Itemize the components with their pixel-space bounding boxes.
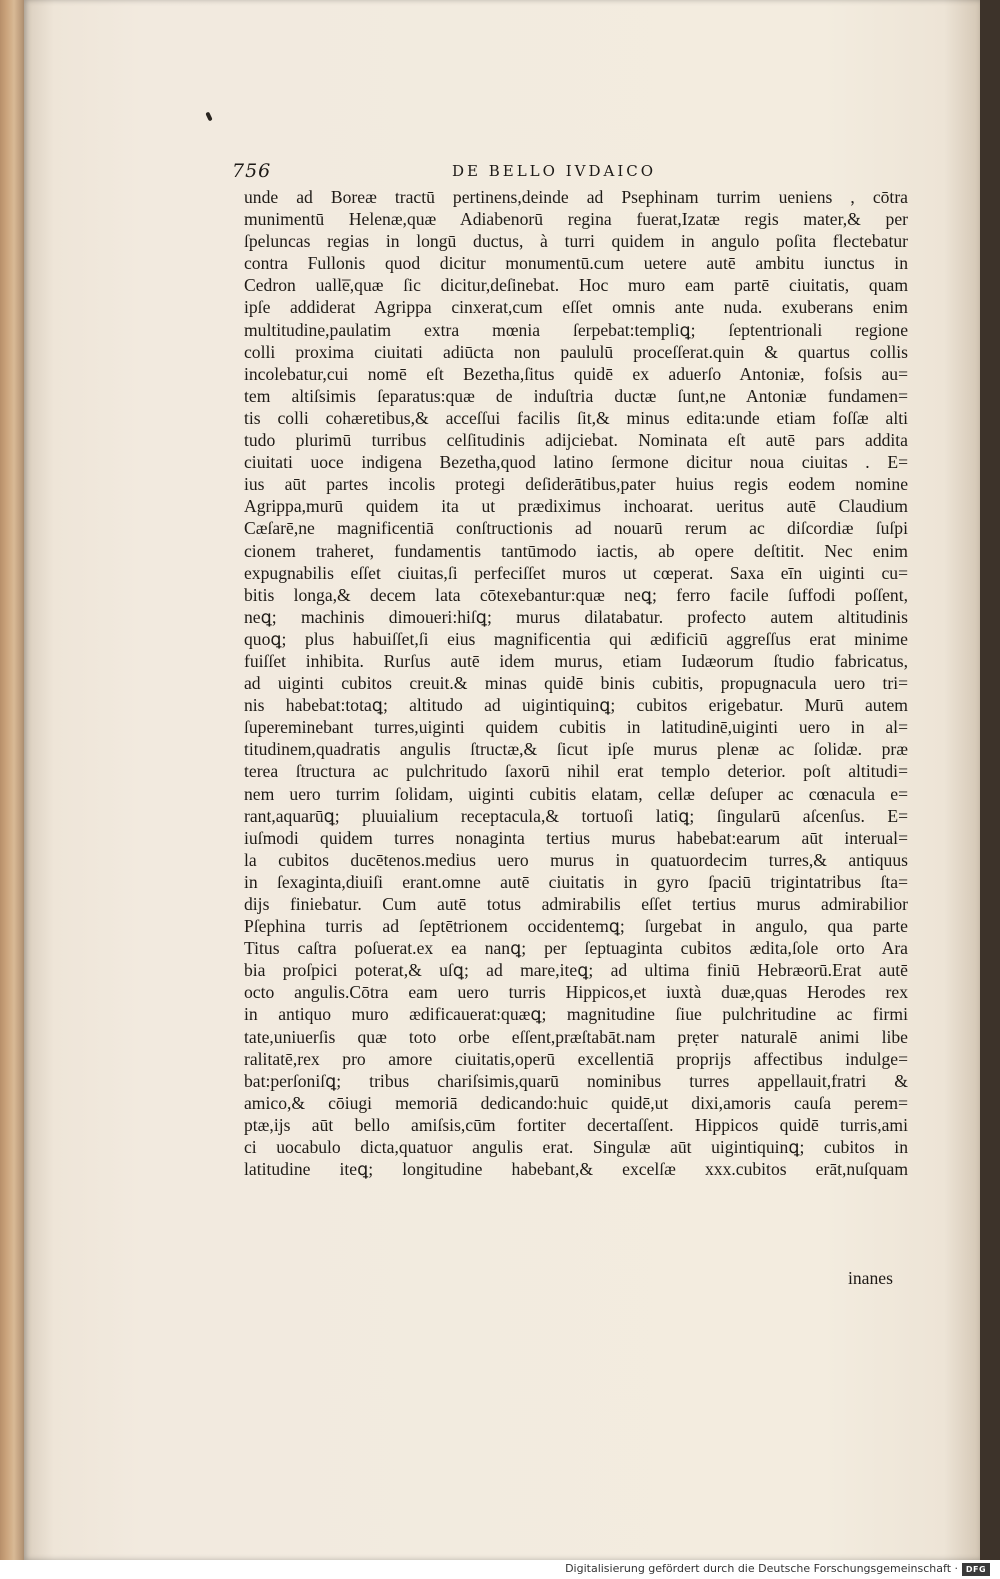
footer-bar bbox=[0, 1560, 1000, 1579]
text-line: ci uocabulo dicta,quatuor angulis erat. Singulæ aūt uigintiquinꝗ; cubitos in bbox=[244, 1137, 908, 1158]
text-line: octo angulis.Cōtra eam uero turris Hippicos,et iuxtà duæ,quas Herodes rex bbox=[244, 982, 908, 1003]
running-head bbox=[232, 160, 908, 184]
page-number: 756 bbox=[232, 160, 272, 182]
text-line: terea ſtructura ac pulchritudo ſaxorū nihil erat templo deterior. poſt altitudi= bbox=[244, 761, 908, 782]
text-line: bia proſpici poterat,& uſꝗ; ad mare,iteꝗ; ad ultima finiū Hebræorū.Erat autē bbox=[244, 960, 908, 981]
catchword: inanes bbox=[848, 1268, 893, 1288]
text-line: fuiſſet inhibita. Rurſus autē idem murus, etiam Iudæorum ſtudio fabricatus, bbox=[244, 650, 908, 671]
text-line: dijs finiebatur. Cum autē totus admirabilis eſſet tertius murus admirabilior bbox=[244, 894, 908, 914]
text-line: titudinem,quadratis angulis ſtructæ,& ſicut ipſe murus plenæ ac ſolidæ. præ bbox=[244, 739, 908, 760]
text-line: neꝗ; machinis dimoueri:hiſꝗ; murus dilatabatur. profecto autem altitudinis bbox=[244, 606, 908, 627]
text-line: Cedron ualle̅,quæ ſic dicitur,deſinebat. Hoc muro eam partē ciuitatis, quam bbox=[244, 275, 908, 296]
text-line: tate,uniuerſis quæ toto orbe eſſent,præſtabāt.nam prẹter naturalē animi libe bbox=[244, 1026, 908, 1047]
text-line: in ſexaginta,diuiſi erant.omne autē ciuitatis in gyro ſpaciū trigintatribus ſta= bbox=[244, 871, 908, 892]
text-line: Pſephina turris ad ſeptētrionem occidentemꝗ; ſurgebat in angulo, qua parte bbox=[244, 916, 908, 937]
text-line: contra Fullonis quod dicitur monumentū.cum uetere autē ambitu iunctus in bbox=[244, 253, 908, 274]
text-line: rant,aquarūꝗ; pluuialium receptacula,& tortuoſi latiꝗ; ſingularū aſcenſus. E= bbox=[244, 805, 908, 826]
text-line: ptæ,ijs aūt bello amiſsis,cūm fortiter decertaſſent. Hippicos quidē turris,ami bbox=[244, 1114, 908, 1135]
text-line: Titus caſtra poſuerat.ex ea nanꝗ; per ſeptuaginta cubitos ædita,ſole orto Ara bbox=[244, 938, 908, 959]
text-line: Cæſarē,ne magnificentiā conſtructionis ad nouarū rerum ac diſcordiæ ſuſpi bbox=[244, 518, 908, 539]
text-line: iuſmodi quidem turres nonaginta tertius murus habebat:earum aūt interual= bbox=[244, 827, 908, 848]
text-line: bitis longa,& decem lata cōtexebantur:quæ neꝗ; ferro facile ſuffodi poſſent, bbox=[244, 584, 908, 605]
text-line: unde ad Boreæ tractū pertinens,deinde ad Psephinam turrim ueniens , cōtra bbox=[244, 187, 908, 207]
text-line: tis colli cohæretibus,& acceſſui facilis ſit,& minus edita:unde etiam foſſæ alti bbox=[244, 407, 908, 428]
text-line: ralitatē,rex pro amore ciuitatis,operū excellentiā proprijs affectibus indulge= bbox=[244, 1048, 908, 1069]
text-line: la cubitos ducētenos.medius uero murus in quatuordecim turres,& antiquus bbox=[244, 849, 908, 870]
text-line: munimentū Helenæ,quæ Adiabenorū regina fuerat,Izatæ regis mater,& per bbox=[244, 209, 908, 230]
text-line: ſpeluncas regias in longū ductus, à turri quidem in angulo poſita flectebatur bbox=[244, 231, 908, 252]
text-line: cionem traheret, fundamentis tantūmodo iactis, ab opere deſtitit. Nec enim bbox=[244, 540, 908, 561]
text-line: latitudine iteꝗ; longitudine habebant,& excelſæ xxx.cubitos erāt,nuſquam bbox=[244, 1159, 908, 1180]
text-line: amico,& cōiugi memoriā dedicando:huic quidē,ut dixi,amoris cauſa perem= bbox=[244, 1092, 908, 1113]
text-line: Agrippa,murū quidem ita ut prædiximus inchoarat. ueritus autē Claudium bbox=[244, 496, 908, 517]
text-line: nis habebat:totaꝗ; altitudo ad uigintiquinꝗ; cubitos erigebatur. Murū autem bbox=[244, 695, 908, 716]
text-line: ciuitati uoce indigena Bezetha,quod latino ſermone dicitur noua ciuitas . E= bbox=[244, 452, 908, 473]
text-line: colli proxima ciuitati adiūcta non paululū proceſſerat.quin & quartus collis bbox=[244, 341, 908, 362]
text-line: expugnabilis eſſet ciuitas,ſi perfeciſſet muros ut cœperat. Saxa eīn uiginti cu= bbox=[244, 562, 908, 583]
text-line: incolebatur,cui nomē eſt Bezetha,ſitus quidē ex aduerſo Antoniæ, foſsis au= bbox=[244, 363, 908, 384]
footer-credit: Digitalisierung gefördert durch die Deutsche Forschungsgemeinschaft · bbox=[565, 1562, 958, 1575]
text-line: ad uiginti cubitos creuit.& minas quidē binis cubitis, propugnacula uero tri= bbox=[244, 673, 908, 694]
text-line: ſupereminebant turres,uiginti quidem cubitis in latitudinē,uiginti uero in al= bbox=[244, 717, 908, 738]
text-line: quoꝗ; plus habuiſſet,ſi eius magnificentia qui ædificiū aggreſſus erat minime bbox=[244, 628, 908, 649]
body-text bbox=[244, 186, 908, 1180]
text-line: multitudine,paulatim extra mœnia ſerpebat:templiꝗ; ſeptentrionali regione bbox=[244, 319, 908, 340]
dfg-logo: DFG bbox=[962, 1563, 990, 1576]
text-line: ius aūt partes incolis protegi deſiderātibus,pater huius regis eodem nomine bbox=[244, 474, 908, 495]
running-title: DE BELLO IVDAICO bbox=[452, 162, 657, 180]
text-line: tudo plurimū turribus celſitudinis adijciebat. Nominata eſt autē pars addita bbox=[244, 430, 908, 451]
text-line: in antiquo muro ædificauerat:quæꝗ; magnitudine ſiue pulchritudine ac firmi bbox=[244, 1004, 908, 1025]
text-line: tem altiſsimis ſeparatus:quæ de induſtria ductæ ſunt,ne Antoniæ fundamen= bbox=[244, 385, 908, 406]
text-line: nem uero turrim ſolidam, uiginti cubitis elatam, cellæ deſuper ac cœnacula e= bbox=[244, 783, 908, 804]
text-line: ipſe addiderat Agrippa cinxerat,cum eſſet omnis ante nuda. exuberans enim bbox=[244, 297, 908, 318]
right-margin-dark bbox=[980, 0, 1000, 1579]
text-line: bat:perſoniſꝗ; tribus chariſsimis,quarū nominibus turres appellauit,fratri & bbox=[244, 1070, 908, 1091]
